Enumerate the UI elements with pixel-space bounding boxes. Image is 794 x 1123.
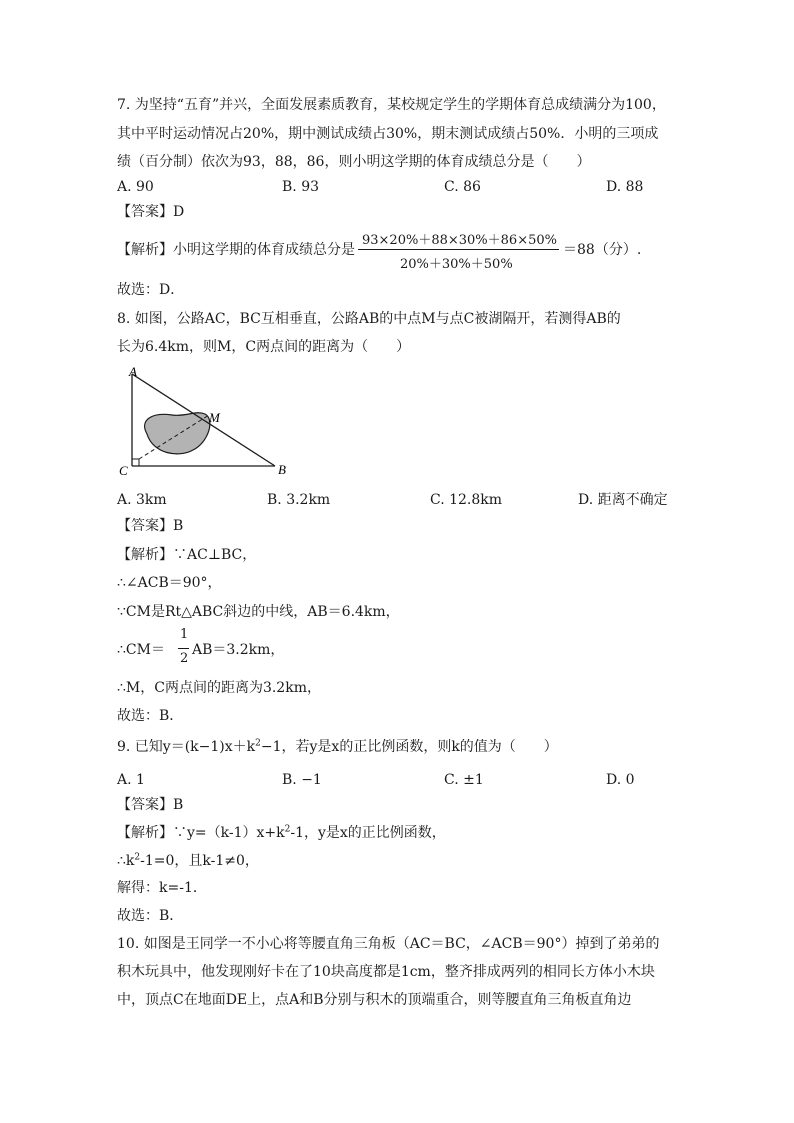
q8-option-d: D. 距离不确定 [578, 492, 668, 508]
q8-option-b: B. 3.2km [267, 492, 331, 508]
q9-analysis-step-1 [117, 823, 446, 843]
q8-option-c: C. 12.8km [430, 492, 503, 508]
q7-analysis-suffix: ＝88（分）. [563, 242, 642, 258]
q8-analysis-step-3: ∵CM是Rt△ABC斜边的中线，AB＝6.4km， [117, 604, 400, 620]
q8-triangle-figure [117, 362, 297, 482]
q7-answer: 【答案】D [117, 204, 185, 220]
q9-analysis-step-3: 解得：k=-1． [117, 880, 207, 896]
q8-analysis-step-4-prefix: ∴CM＝ [117, 642, 165, 658]
q7-option-c: C. 86 [444, 179, 481, 195]
q7-analysis-prefix: 【解析】小明这学期的体育成绩总分是 [117, 242, 355, 258]
label-a: A [129, 364, 137, 379]
right-angle-mark [132, 459, 139, 466]
q9-conclusion: 故选：B． [117, 908, 184, 924]
q9-step-1-prefix: 【解析】∵y=（k-1）x+k [117, 825, 285, 841]
q10-stem-line-2: 积木玩具中，他发现刚好卡在了10块高度都是1cm，整齐排成两列的相同长方体小木块 [117, 964, 655, 980]
q9-step-2-prefix: ∴k [117, 853, 135, 869]
q8-analysis-step-2: ∴∠ACB＝90°， [117, 575, 222, 591]
q7-stem-line-1: 7. 为坚持“五育”并兴，全面发展素质教育，某校规定学生的学期体育总成绩满分为100， [117, 97, 666, 113]
q8-fraction-bar [178, 648, 189, 649]
label-b: B [278, 462, 286, 477]
q9-step-1-exponent: 2 [284, 824, 291, 835]
q8-stem-line-2: 长为6.4km，则M，C两点间的距离为（ ） [117, 339, 411, 355]
q9-analysis-step-2 [117, 851, 259, 871]
q7-fraction-bar [358, 249, 559, 250]
q8-analysis-step-1: 【解析】∵AC⊥BC， [117, 547, 257, 563]
q8-analysis-step-4-suffix: AB＝3.2km， [192, 642, 285, 658]
q10-stem-line-3: 中，顶点C在地面DE上，点A和B分别与积木的顶端重合，则等腰直角三角板直角边 [117, 992, 632, 1008]
label-c: C [119, 463, 128, 478]
q9-stem [117, 737, 558, 757]
q9-step-1-suffix: -1，y是x的正比例函数， [290, 825, 446, 841]
q8-fraction-numerator: 1 [180, 627, 189, 642]
q7-fraction-denominator: 20%＋30%＋50% [400, 257, 513, 272]
q7-option-d: D. 88 [606, 179, 644, 195]
q7-stem-line-3: 绩（百分制）依次为93，88，86，则小明这学期的体育成绩总分是（ ） [117, 154, 591, 170]
q9-option-b: B. −1 [282, 772, 322, 788]
q9-step-2-exponent: 2 [134, 852, 141, 863]
q9-option-d: D. 0 [606, 772, 635, 788]
q9-stem-prefix: 9. 已知y＝(k−1)x＋k [117, 739, 256, 755]
q8-stem-line-1: 8. 如图，公路AC，BC互相垂直，公路AB的中点M与点C被湖隔开，若测得AB的 [117, 311, 621, 327]
q8-answer: 【答案】B [117, 518, 184, 534]
label-m: M [209, 410, 220, 425]
q8-fraction-denominator: 2 [180, 651, 189, 666]
q8-analysis-step-5: ∴M，C两点间的距离为3.2km， [117, 680, 321, 696]
q9-stem-suffix: −1，若y是x的正比例函数，则k的值为（ ） [260, 739, 558, 755]
q7-stem-line-2: 其中平时运动情况占20%，期中测试成绩占30%，期末测试成绩占50%．小明的三项成 [117, 126, 659, 142]
q7-conclusion: 故选：D． [117, 282, 185, 298]
q9-answer: 【答案】B [117, 797, 184, 813]
q9-option-a: A. 1 [117, 772, 145, 788]
q7-option-a: A. 90 [117, 179, 154, 195]
lake-shape [145, 413, 210, 454]
q10-stem-line-1: 10. 如图是王同学一不小心将等腰直角三角板（AC＝BC，∠ACB＝90°）掉到了弟弟的 [117, 936, 660, 952]
q7-fraction-numerator: 93×20%＋88×30%＋86×50% [362, 233, 557, 248]
q9-step-2-suffix: -1=0，且k-1≠0， [140, 853, 259, 869]
q9-option-c: C. ±1 [444, 772, 484, 788]
q8-conclusion: 故选：B． [117, 708, 184, 724]
q7-option-b: B. 93 [282, 179, 320, 195]
q8-option-a: A. 3km [117, 492, 167, 508]
q9-stem-exponent: 2 [255, 738, 261, 749]
